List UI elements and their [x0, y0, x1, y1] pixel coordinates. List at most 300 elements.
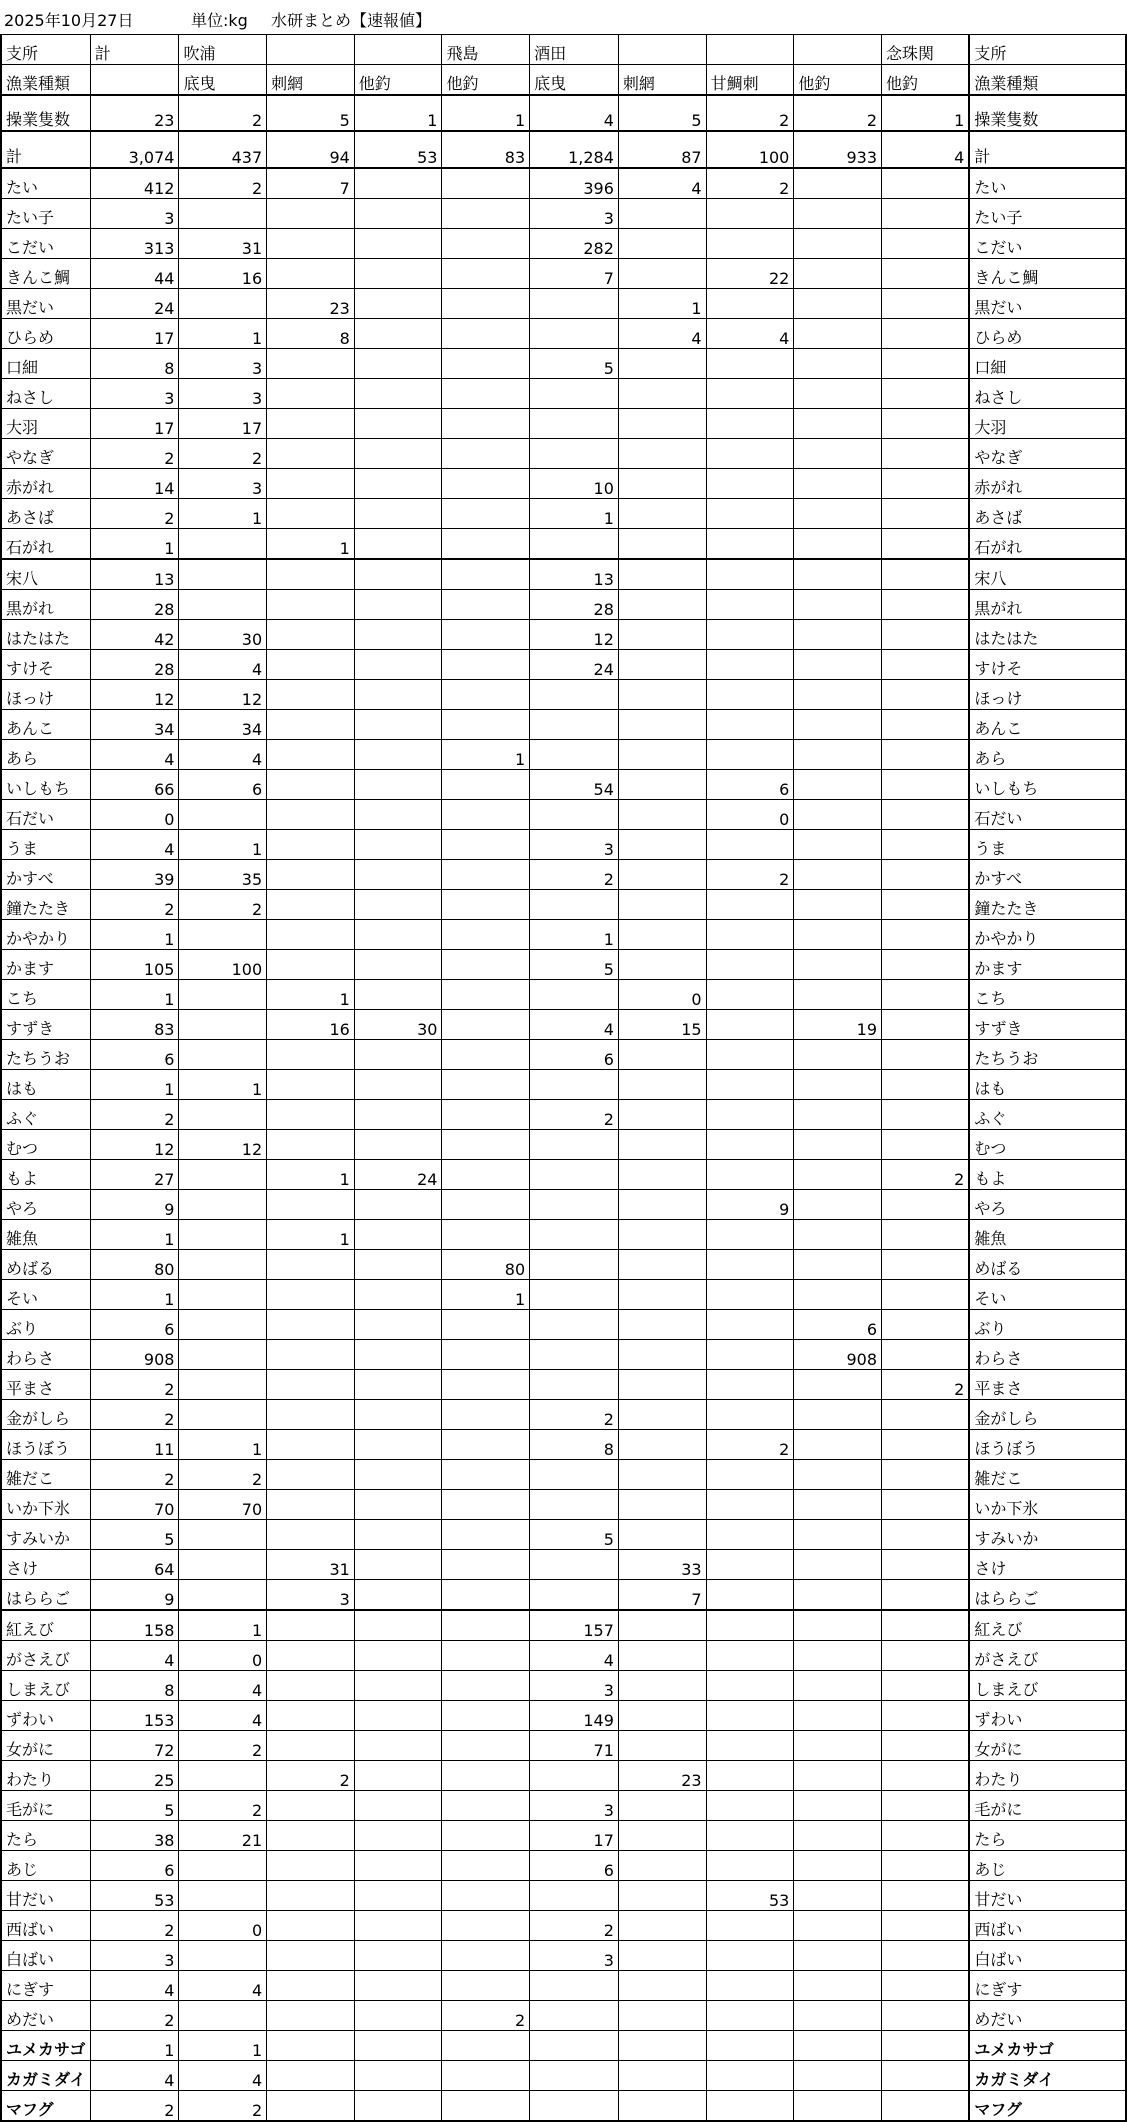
value-cell — [706, 1941, 794, 1971]
header-cell: 底曳 — [530, 65, 619, 96]
value-cell — [706, 1610, 794, 1641]
species-row — [1, 1881, 1126, 1911]
row-label-right-cell: たちうお — [969, 1040, 1126, 1070]
value-cell — [706, 890, 794, 920]
value-cell — [267, 499, 355, 529]
row-label-cell: いしもち — [1, 770, 90, 800]
value-cell: 53 — [354, 131, 442, 168]
value-cell — [354, 980, 442, 1010]
title-spacer-cell — [706, 0, 794, 35]
value-cell — [882, 1971, 970, 2001]
row-label-cell: かます — [1, 950, 90, 980]
value-cell: 3 — [90, 199, 179, 229]
value-cell — [706, 1731, 794, 1761]
value-cell — [706, 1580, 794, 1611]
value-cell: 4 — [530, 1641, 619, 1671]
value-cell — [882, 349, 970, 379]
value-cell: 1 — [267, 980, 355, 1010]
value-cell: 6 — [179, 770, 267, 800]
value-cell — [882, 920, 970, 950]
value-cell — [530, 2091, 619, 2122]
value-cell — [354, 680, 442, 710]
value-cell — [442, 559, 530, 590]
value-cell — [267, 1460, 355, 1490]
species-row — [1, 2001, 1126, 2031]
value-cell: 23 — [267, 289, 355, 319]
value-cell — [530, 379, 619, 409]
value-cell — [706, 1761, 794, 1791]
value-cell: 2 — [179, 890, 267, 920]
value-cell — [618, 229, 706, 259]
value-cell: 1 — [90, 980, 179, 1010]
value-cell — [882, 860, 970, 890]
value-cell — [706, 559, 794, 590]
value-cell: 2 — [530, 1911, 619, 1941]
value-cell — [530, 1550, 619, 1580]
value-cell — [442, 710, 530, 740]
species-row — [1, 1130, 1126, 1160]
row-label-cell: ひらめ — [1, 319, 90, 349]
value-cell: 0 — [618, 980, 706, 1010]
row-label-right-cell: あら — [969, 740, 1126, 770]
value-cell — [618, 950, 706, 980]
value-cell — [618, 1220, 706, 1250]
value-cell — [442, 1130, 530, 1160]
value-cell — [442, 1040, 530, 1070]
value-cell — [354, 740, 442, 770]
row-label-cell: さけ — [1, 1550, 90, 1580]
value-cell — [882, 1941, 970, 1971]
value-cell — [354, 2061, 442, 2091]
value-cell — [794, 229, 882, 259]
value-cell — [354, 1220, 442, 1250]
species-row — [1, 1040, 1126, 1070]
value-cell — [442, 590, 530, 620]
value-cell — [530, 710, 619, 740]
value-cell — [794, 379, 882, 409]
value-cell: 100 — [179, 950, 267, 980]
value-cell — [354, 349, 442, 379]
row-label-right-cell: きんこ鯛 — [969, 259, 1126, 289]
row-label-cell: 黒がれ — [1, 590, 90, 620]
species-row — [1, 1490, 1126, 1520]
value-cell: 17 — [530, 1821, 619, 1851]
value-cell — [882, 1580, 970, 1611]
header-cell: 酒田 — [530, 35, 619, 65]
value-cell — [706, 1340, 794, 1370]
value-cell — [267, 1190, 355, 1220]
value-cell: 5 — [530, 1520, 619, 1550]
value-cell — [882, 2001, 970, 2031]
value-cell — [267, 770, 355, 800]
value-cell — [442, 1641, 530, 1671]
value-cell — [706, 349, 794, 379]
value-cell — [882, 409, 970, 439]
header-cell: 飛島 — [442, 35, 530, 65]
value-cell: 31 — [267, 1550, 355, 1580]
value-cell: 64 — [90, 1550, 179, 1580]
row-label-cell: やなぎ — [1, 439, 90, 469]
value-cell: 2 — [530, 1100, 619, 1130]
row-label-right-cell: しまえび — [969, 1671, 1126, 1701]
value-cell — [794, 1100, 882, 1130]
value-cell — [706, 650, 794, 680]
value-cell — [882, 499, 970, 529]
value-cell — [706, 1130, 794, 1160]
value-cell — [882, 439, 970, 469]
value-cell — [618, 2091, 706, 2122]
value-cell: 9 — [90, 1190, 179, 1220]
value-cell: 1 — [90, 2031, 179, 2061]
value-cell — [794, 289, 882, 319]
value-cell — [794, 800, 882, 830]
row-label-cell: 西ばい — [1, 1911, 90, 1941]
value-cell: 39 — [90, 860, 179, 890]
value-cell: 15 — [618, 1010, 706, 1040]
value-cell — [706, 1701, 794, 1731]
species-row — [1, 168, 1126, 199]
value-cell: 3 — [530, 1941, 619, 1971]
value-cell — [618, 710, 706, 740]
value-cell: 2 — [530, 860, 619, 890]
value-cell — [442, 1610, 530, 1641]
value-cell — [618, 559, 706, 590]
value-cell — [530, 409, 619, 439]
value-cell: 100 — [706, 131, 794, 168]
species-row — [1, 1941, 1126, 1971]
value-cell — [179, 1851, 267, 1881]
value-cell: 2 — [90, 890, 179, 920]
row-label-right-cell: かます — [969, 950, 1126, 980]
value-cell — [267, 1130, 355, 1160]
value-cell — [618, 1971, 706, 2001]
value-cell: 149 — [530, 1701, 619, 1731]
row-label-cell: 白ばい — [1, 1941, 90, 1971]
value-cell — [618, 2061, 706, 2091]
value-cell — [706, 2031, 794, 2061]
value-cell: 4 — [530, 95, 619, 131]
species-row — [1, 1370, 1126, 1400]
value-cell — [706, 439, 794, 469]
value-cell — [706, 2061, 794, 2091]
header-cell: 刺網 — [618, 65, 706, 96]
value-cell — [267, 1821, 355, 1851]
value-cell: 24 — [354, 1160, 442, 1190]
value-cell — [794, 349, 882, 379]
value-cell — [530, 439, 619, 469]
value-cell — [706, 1911, 794, 1941]
value-cell — [530, 1190, 619, 1220]
value-cell — [794, 1761, 882, 1791]
value-cell — [267, 680, 355, 710]
value-cell: 5 — [90, 1520, 179, 1550]
value-cell — [882, 1280, 970, 1310]
value-cell — [618, 1280, 706, 1310]
value-cell — [442, 1550, 530, 1580]
value-cell: 17 — [179, 409, 267, 439]
value-cell — [442, 1941, 530, 1971]
value-cell — [442, 1520, 530, 1550]
value-cell — [794, 710, 882, 740]
row-label-cell: こだい — [1, 229, 90, 259]
row-label-right-cell: 雑魚 — [969, 1220, 1126, 1250]
value-cell — [794, 1941, 882, 1971]
value-cell: 33 — [618, 1550, 706, 1580]
value-cell — [179, 1010, 267, 1040]
value-cell — [794, 2031, 882, 2061]
row-label-cell: ほっけ — [1, 680, 90, 710]
row-label-cell: はも — [1, 1070, 90, 1100]
species-row — [1, 710, 1126, 740]
value-cell — [618, 1490, 706, 1520]
header-cell — [354, 35, 442, 65]
value-cell — [794, 1971, 882, 2001]
value-cell — [882, 890, 970, 920]
value-cell — [267, 559, 355, 590]
value-cell — [706, 1671, 794, 1701]
row-label-cell: やろ — [1, 1190, 90, 1220]
row-label-cell: 甘だい — [1, 1881, 90, 1911]
value-cell — [442, 409, 530, 439]
value-cell — [794, 319, 882, 349]
row-label-right-cell: 操業隻数 — [969, 95, 1126, 131]
value-cell — [706, 529, 794, 560]
value-cell — [618, 920, 706, 950]
value-cell — [882, 1731, 970, 1761]
value-cell — [794, 1490, 882, 1520]
value-cell — [618, 1701, 706, 1731]
value-cell — [706, 1220, 794, 1250]
value-cell — [442, 1400, 530, 1430]
value-cell: 24 — [530, 650, 619, 680]
value-cell — [530, 1460, 619, 1490]
value-cell — [267, 1070, 355, 1100]
value-cell: 396 — [530, 168, 619, 199]
row-label-cell: すずき — [1, 1010, 90, 1040]
value-cell — [706, 980, 794, 1010]
row-label-cell: にぎす — [1, 1971, 90, 2001]
value-cell — [794, 409, 882, 439]
row-label-cell: ふぐ — [1, 1100, 90, 1130]
row-label-right-cell: ひらめ — [969, 319, 1126, 349]
value-cell: 1 — [267, 1160, 355, 1190]
value-cell — [267, 1310, 355, 1340]
value-cell — [794, 1911, 882, 1941]
value-cell: 2 — [90, 2091, 179, 2122]
value-cell — [267, 439, 355, 469]
row-label-right-cell: 計 — [969, 131, 1126, 168]
value-cell — [530, 1220, 619, 1250]
row-label-cell: すけそ — [1, 650, 90, 680]
value-cell — [354, 259, 442, 289]
species-row — [1, 740, 1126, 770]
value-cell: 28 — [90, 650, 179, 680]
value-cell: 42 — [90, 620, 179, 650]
value-cell: 1 — [530, 499, 619, 529]
value-cell — [442, 830, 530, 860]
value-cell — [706, 740, 794, 770]
value-cell — [618, 379, 706, 409]
value-cell: 2 — [90, 439, 179, 469]
value-cell: 2 — [90, 1460, 179, 1490]
value-cell: 53 — [90, 1881, 179, 1911]
value-cell: 1 — [442, 1280, 530, 1310]
value-cell: 28 — [90, 590, 179, 620]
value-cell — [267, 1280, 355, 1310]
row-label-cell: 鐘たたき — [1, 890, 90, 920]
value-cell — [354, 439, 442, 469]
value-cell — [794, 1040, 882, 1070]
species-row — [1, 199, 1126, 229]
value-cell: 7 — [530, 259, 619, 289]
row-label-cell: わらさ — [1, 1340, 90, 1370]
value-cell — [706, 950, 794, 980]
value-cell: 282 — [530, 229, 619, 259]
row-label-right-cell: ずわい — [969, 1701, 1126, 1731]
value-cell: 6 — [90, 1040, 179, 1070]
value-cell — [706, 379, 794, 409]
value-cell — [882, 980, 970, 1010]
value-cell — [442, 1070, 530, 1100]
value-cell — [618, 439, 706, 469]
species-row — [1, 1701, 1126, 1731]
value-cell: 12 — [90, 1130, 179, 1160]
value-cell: 94 — [267, 131, 355, 168]
value-cell — [618, 650, 706, 680]
value-cell — [442, 980, 530, 1010]
value-cell — [706, 1040, 794, 1070]
value-cell — [794, 980, 882, 1010]
row-label-right-cell: わたり — [969, 1761, 1126, 1791]
value-cell: 908 — [90, 1340, 179, 1370]
value-cell — [882, 1460, 970, 1490]
value-cell — [442, 1671, 530, 1701]
row-label-right-cell: カガミダイ — [969, 2061, 1126, 2091]
value-cell: 5 — [90, 1791, 179, 1821]
value-cell: 1 — [179, 2031, 267, 2061]
value-cell — [618, 800, 706, 830]
value-cell — [354, 469, 442, 499]
value-cell — [442, 1911, 530, 1941]
value-cell — [354, 590, 442, 620]
value-cell — [179, 1040, 267, 1070]
value-cell — [442, 1460, 530, 1490]
value-cell — [179, 1941, 267, 1971]
value-cell — [794, 2001, 882, 2031]
row-label-cell: すみいか — [1, 1520, 90, 1550]
value-cell: 11 — [90, 1430, 179, 1460]
value-cell — [442, 1971, 530, 2001]
row-label-cell: たちうお — [1, 1040, 90, 1070]
value-cell: 44 — [90, 259, 179, 289]
value-cell — [267, 860, 355, 890]
row-label-cell: 口細 — [1, 349, 90, 379]
value-cell — [882, 1100, 970, 1130]
value-cell — [530, 1881, 619, 1911]
row-label-cell: 黒だい — [1, 289, 90, 319]
value-cell — [706, 830, 794, 860]
value-cell — [618, 590, 706, 620]
value-cell — [882, 289, 970, 319]
value-cell — [442, 1791, 530, 1821]
value-cell: 4 — [179, 740, 267, 770]
row-label-cell: 宋八 — [1, 559, 90, 590]
species-row — [1, 1220, 1126, 1250]
value-cell — [618, 1671, 706, 1701]
value-cell — [794, 469, 882, 499]
value-cell — [794, 590, 882, 620]
value-cell: 70 — [179, 1490, 267, 1520]
row-label-cell: ユメカサゴ — [1, 2031, 90, 2061]
value-cell — [530, 1490, 619, 1520]
value-cell: 7 — [267, 168, 355, 199]
value-cell — [530, 1340, 619, 1370]
row-label-right-cell: もよ — [969, 1160, 1126, 1190]
value-cell: 80 — [90, 1250, 179, 1280]
row-label-right-cell: 平まさ — [969, 1370, 1126, 1400]
value-cell — [179, 1310, 267, 1340]
value-cell — [354, 800, 442, 830]
value-cell: 3 — [90, 1941, 179, 1971]
value-cell — [882, 1190, 970, 1220]
value-cell: 72 — [90, 1731, 179, 1761]
species-row — [1, 409, 1126, 439]
value-cell — [618, 349, 706, 379]
value-cell — [530, 529, 619, 560]
value-cell: 3 — [530, 830, 619, 860]
value-cell: 2 — [90, 2001, 179, 2031]
value-cell — [706, 920, 794, 950]
value-cell: 157 — [530, 1610, 619, 1641]
value-cell: 1 — [179, 1430, 267, 1460]
value-cell: 54 — [530, 770, 619, 800]
value-cell — [794, 439, 882, 469]
row-label-cell: 計 — [1, 131, 90, 168]
value-cell — [794, 529, 882, 560]
value-cell — [706, 469, 794, 499]
value-cell — [442, 2061, 530, 2091]
value-cell: 5 — [530, 349, 619, 379]
value-cell: 8 — [267, 319, 355, 349]
value-cell — [618, 1190, 706, 1220]
row-label-cell: がさえび — [1, 1641, 90, 1671]
value-cell — [794, 2091, 882, 2122]
value-cell: 2 — [267, 1761, 355, 1791]
value-cell: 2 — [179, 168, 267, 199]
gear-header-row — [1, 65, 1126, 96]
value-cell — [354, 1580, 442, 1611]
row-label-right-cell: めだい — [969, 2001, 1126, 2031]
value-cell — [442, 1881, 530, 1911]
value-cell: 6 — [794, 1310, 882, 1340]
value-cell — [706, 1851, 794, 1881]
row-label-cell: 操業隻数 — [1, 95, 90, 131]
value-cell — [354, 1821, 442, 1851]
row-label-cell: ずわい — [1, 1701, 90, 1731]
value-cell — [618, 830, 706, 860]
value-cell — [354, 1250, 442, 1280]
value-cell: 53 — [706, 1881, 794, 1911]
value-cell: 1 — [267, 1220, 355, 1250]
value-cell — [442, 1100, 530, 1130]
value-cell — [267, 710, 355, 740]
value-cell: 908 — [794, 1340, 882, 1370]
row-label-cell: 毛がに — [1, 1791, 90, 1821]
value-cell: 153 — [90, 1701, 179, 1731]
row-label-cell: めばる — [1, 1250, 90, 1280]
row-label-right-cell: あさば — [969, 499, 1126, 529]
value-cell — [618, 1340, 706, 1370]
